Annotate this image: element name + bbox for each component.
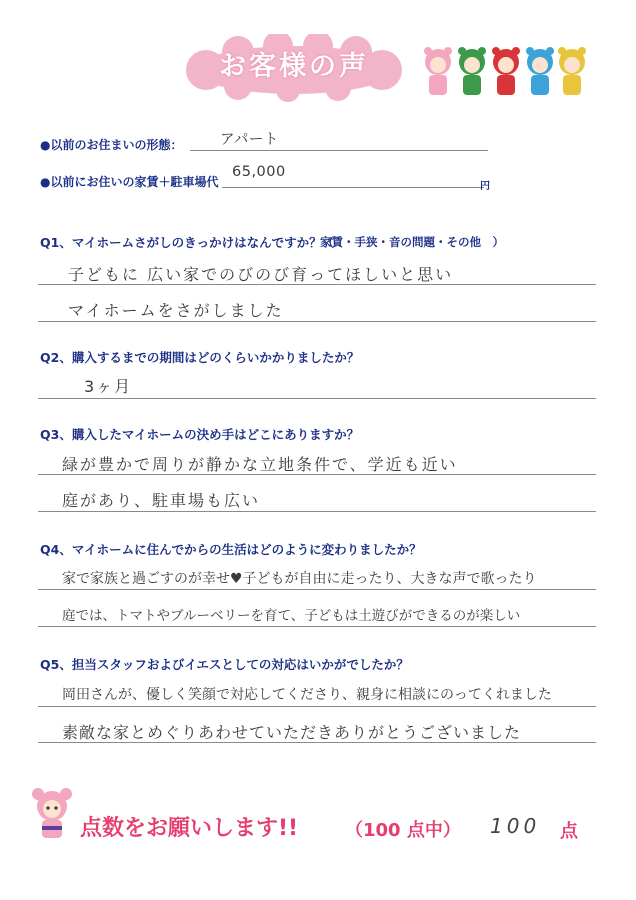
previous-home-type-label: ●以前のお住まいの形態： [40,138,183,152]
previous-rent-label: ●以前にお住いの家賃＋駐車場代 [40,175,219,189]
answer-line [38,589,596,590]
page-title: お客様の声 [219,51,369,82]
question-5: Q5、担当スタッフおよびイエスとしての対応はいかがでしたか？ [40,657,409,672]
answer-3-line-1: 緑が豊かで周りが静かな立地条件で、学近も近い [62,455,458,474]
answer-2-line-1: 3ヶ月 [84,377,133,396]
pink-mascot-illustration [30,786,74,842]
answer-line [38,742,596,743]
question-2: Q2、購入するまでの期間はどのくらいかかりましたか？ [40,350,360,365]
question-4: Q4、マイホームに住んでからの生活はどのように変わりましたか？ [40,542,422,557]
answer-1-line-1: 子どもに 広い家でのびのび育ってほしいと思い [68,265,454,284]
answer-4-line-2: 庭では、トマトやブルーベリーを育て、子どもは土遊びができるのが楽しい [62,608,521,624]
mascot-characters-illustration [416,40,588,102]
score-request-label: 点数をお願いします!! [80,816,299,841]
score-range-label: （100 点中） [345,820,461,841]
previous-rent-unit: 円 [480,181,490,192]
answer-5-line-1: 岡田さんが、優しく笑顔で対応してくださり、親身に相談にのってくれました [62,687,552,703]
score-value: 100 [490,814,541,838]
question-1: Q1、マイホームさがしのきっかけはなんですか？（ [40,235,335,250]
answer-line [38,706,596,707]
answer-line [222,187,484,188]
answer-5-line-2: 素敵な家とめぐりあわせていただきありがとうございました [62,723,522,742]
answer-line [38,321,596,322]
answer-line [38,398,596,399]
score-unit: 点 [560,821,578,842]
answer-1-line-2: マイホームをさがしました [68,301,284,320]
previous-home-type-answer: アパート [220,132,279,148]
answer-line [38,474,596,475]
question-3: Q3、購入したマイホームの決め手はどこにありますか？ [40,427,360,442]
answer-3-line-2: 庭があり、駐車場も広い [62,491,261,510]
answer-line [38,626,596,627]
answer-4-line-1: 家で家族と過ごすのが幸せ♥子どもが自由に走ったり、大きな声で歌ったり [62,571,537,587]
answer-line [38,511,596,512]
answer-line [38,284,596,285]
previous-rent-answer: 65,000 [232,164,286,180]
question-1-options: 家賃・手狭・音の問題・その他 ） [320,235,504,249]
answer-line [190,150,488,151]
